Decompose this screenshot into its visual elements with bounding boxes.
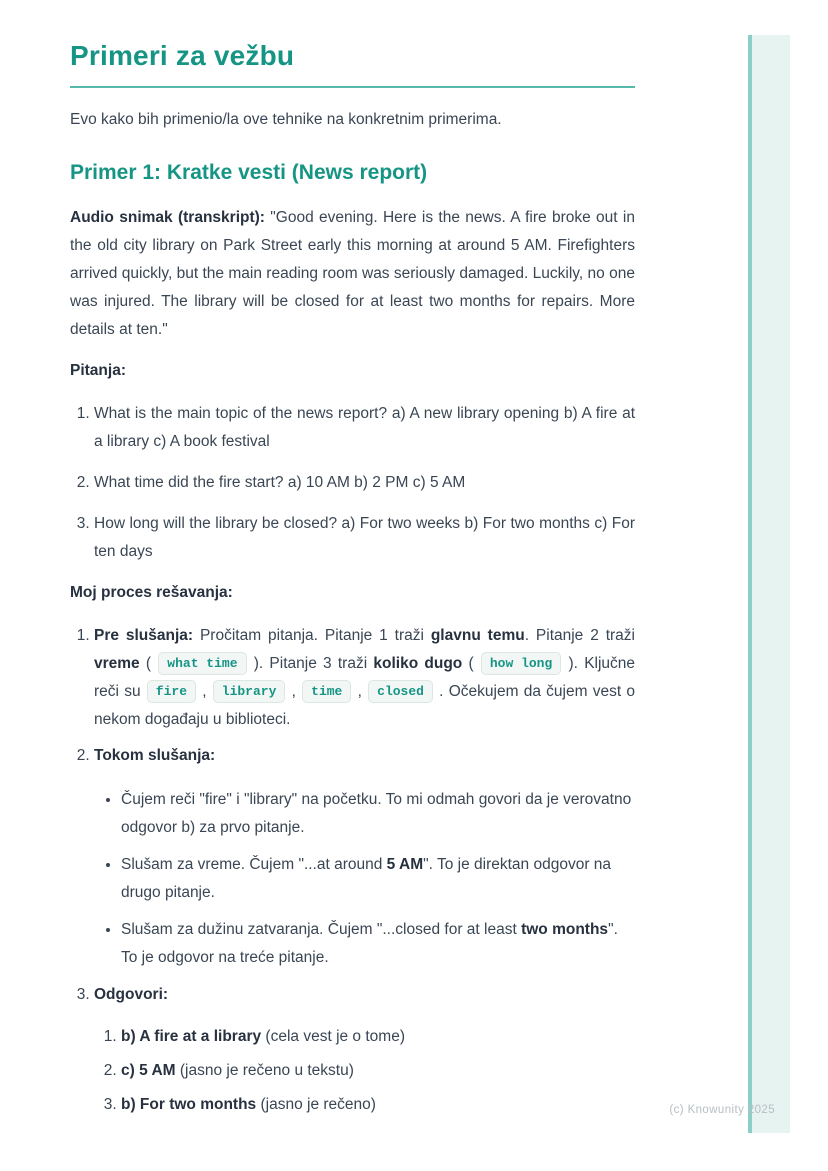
during-listening-bullets xyxy=(94,786,635,972)
process-step-answers xyxy=(94,981,635,1119)
answer-item-2: 2. c) 5 AM (jasno je rečeno u tekstu) xyxy=(121,1057,635,1085)
process-list xyxy=(70,622,635,1119)
process-label: Moj proces rešavanja: xyxy=(70,584,233,601)
process-step-pre-listening: 1. Pre slušanja: Pročitam pitanja. Pitanje 1 traži glavnu temu. Pitanje 2 traži vreme ( what time ). Pitanje 3 traži koliko dugo ( how long ). Ključne reči su fire , library , time , closed . Očekujem da čujem vest o nekom događaju u biblioteci. xyxy=(94,622,635,734)
answer-item-1: 1. b) A fire at a library (cela vest je o tome) xyxy=(121,1023,635,1051)
bullet-item-1: • Čujem reči "fire" i "library" na početku. To mi odmah govori da je verovatno odgovor b) za prvo pitanje. xyxy=(121,786,635,842)
question-item-2: 2. What time did the fire start? a) 10 AM b) 2 PM c) 5 AM xyxy=(94,469,635,497)
page-title: Primeri za vežbu xyxy=(70,40,295,71)
document-content xyxy=(70,40,635,1127)
section-heading: Primer 1: Kratke vesti (News report) xyxy=(70,161,428,184)
during-listening-label: Tokom slušanja: xyxy=(94,747,216,764)
bullet-item-2: • Slušam za vreme. Čujem "...at around 5 AM". To je direktan odgovor na drugo pitanje. xyxy=(121,851,635,907)
page-edge-decoration xyxy=(748,35,790,1133)
question-item-1: 1. What is the main topic of the news report? a) A new library opening b) A fire at a library c) A book festival xyxy=(94,400,635,456)
intro-text: Evo kako bih primenio/la ove tehnike na konkretnim primerima. xyxy=(70,111,502,128)
questions-list xyxy=(70,400,635,566)
bullet-item-3: • Slušam za dužinu zatvaranja. Čujem "...closed for at least two months". To je odgovor na treće pitanje. xyxy=(121,916,635,972)
copyright-text: (c) Knowunity 2025 xyxy=(669,1104,775,1116)
question-item-3: 3. How long will the library be closed? a) For two weeks b) For two months c) For ten days xyxy=(94,510,635,566)
questions-label: Pitanja: xyxy=(70,362,126,379)
title-divider xyxy=(70,86,635,88)
transcript-paragraph: Audio snimak (transkript): "Good evening. Here is the news. A fire broke out in the old city library on Park Street early this morning at around 5 AM. Firefighters arrived quickly, but the main reading room was seriously damaged. Luckily, no one was injured. The library will be closed for at least two months for repairs. More details at ten." xyxy=(70,209,635,338)
process-step-during-listening xyxy=(94,742,635,972)
answer-item-3: 3. b) For two months (jasno je rečeno) xyxy=(121,1091,635,1119)
answers-list xyxy=(94,1023,635,1119)
answers-label: Odgovori: xyxy=(94,986,169,1003)
